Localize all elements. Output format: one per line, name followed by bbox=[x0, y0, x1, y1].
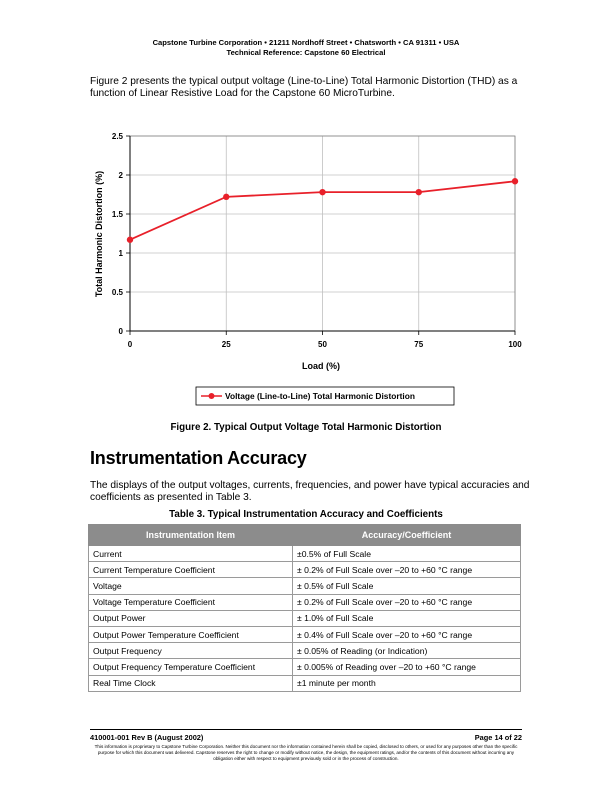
y-tick-label: 2 bbox=[118, 171, 123, 180]
row-item: Voltage Temperature Coefficient bbox=[89, 594, 293, 610]
header-company-line: Capstone Turbine Corporation • 21211 Nordhoff Street • Chatsworth • CA 91311 • USA bbox=[152, 38, 460, 47]
y-tick-label: 1.5 bbox=[111, 210, 123, 219]
header-reference-line: Technical Reference: Capstone 60 Electrical bbox=[226, 48, 386, 57]
data-point bbox=[319, 189, 325, 195]
y-tick-label: 1 bbox=[118, 249, 123, 258]
section-heading: Instrumentation Accuracy bbox=[90, 448, 307, 468]
row-accuracy: ±0.5% of Full Scale bbox=[293, 546, 521, 562]
y-axis-ticks bbox=[112, 132, 130, 336]
row-accuracy: ± 0.2% of Full Scale over –20 to +60 °C range bbox=[293, 562, 521, 578]
data-point bbox=[512, 178, 518, 184]
table-caption: Table 3. Typical Instrumentation Accuracy and Coefficients bbox=[169, 509, 443, 520]
row-accuracy: ± 1.0% of Full Scale bbox=[293, 610, 521, 626]
data-point bbox=[416, 189, 422, 195]
row-item: Output Frequency bbox=[89, 643, 293, 659]
x-axis-label: Load (%) bbox=[302, 361, 340, 371]
footer-doc-id: 410001-001 Rev B (August 2002) bbox=[90, 733, 204, 742]
x-tick-label: 75 bbox=[414, 340, 424, 349]
row-item: Output Frequency Temperature Coefficient bbox=[89, 659, 293, 675]
section-paragraph: The displays of the output voltages, currents, frequencies, and power have typical accuracies and coefficients as presented in Table 3. bbox=[90, 480, 530, 503]
data-point bbox=[223, 194, 229, 200]
accuracy-table bbox=[88, 524, 521, 692]
thd-line-chart bbox=[90, 126, 530, 411]
table-row bbox=[89, 643, 521, 659]
page-header bbox=[0, 38, 612, 58]
figure-caption: Figure 2. Typical Output Voltage Total Harmonic Distortion bbox=[170, 422, 442, 433]
row-item: Real Time Clock bbox=[89, 675, 293, 691]
data-point bbox=[127, 237, 133, 243]
table-row bbox=[89, 626, 521, 642]
x-tick-label: 50 bbox=[318, 340, 327, 349]
legend-label: Voltage (Line-to-Line) Total Harmonic Distortion bbox=[225, 391, 415, 401]
row-item: Current Temperature Coefficient bbox=[89, 562, 293, 578]
row-accuracy: ± 0.005% of Reading over –20 to +60 °C range bbox=[293, 659, 521, 675]
chart-legend bbox=[196, 387, 454, 405]
row-item: Output Power Temperature Coefficient bbox=[89, 626, 293, 642]
table-row bbox=[89, 610, 521, 626]
header-instrumentation-item: Instrumentation Item bbox=[89, 525, 293, 546]
y-tick-label: 0.5 bbox=[111, 288, 123, 297]
row-accuracy: ± 0.5% of Full Scale bbox=[293, 578, 521, 594]
y-tick-label: 2.5 bbox=[111, 132, 123, 141]
table-header-row bbox=[89, 525, 521, 546]
footer-legal-notice: This information is proprietary to Capstone Turbine Corporation. Neither this document nor the information contained herein shall be copied, disclosed to others, or used for any purposes other than the specific purpose for which this document was delivered. Capstone reserves the right to change or modify without notice, the design, the equipment ratings, and/or the contents of this document without incurring any obligation either with respect to equipment previously sold or in the process of construction. bbox=[94, 744, 518, 761]
row-accuracy: ± 0.05% of Reading (or Indication) bbox=[293, 643, 521, 659]
x-tick-label: 0 bbox=[127, 340, 133, 349]
table-row bbox=[89, 578, 521, 594]
table-row bbox=[89, 594, 521, 610]
chart-grid bbox=[130, 136, 515, 331]
table-row bbox=[89, 546, 521, 562]
table-row bbox=[89, 675, 521, 691]
row-item: Output Power bbox=[89, 610, 293, 626]
row-accuracy: ± 0.2% of Full Scale over –20 to +60 °C range bbox=[293, 594, 521, 610]
intro-paragraph: Figure 2 presents the typical output voltage (Line-to-Line) Total Harmonic Distortion (THD) as a function of Linear Resistive Load for the Capstone 60 MicroTurbine. bbox=[90, 76, 518, 99]
x-axis-ticks bbox=[128, 331, 522, 349]
table-row bbox=[89, 659, 521, 675]
header-accuracy-coefficient: Accuracy/Coefficient bbox=[293, 525, 521, 546]
row-accuracy: ± 0.4% of Full Scale over –20 to +60 °C range bbox=[293, 626, 521, 642]
table-row bbox=[89, 562, 521, 578]
footer-page-number: Page 14 of 22 bbox=[474, 733, 522, 742]
row-accuracy: ±1 minute per month bbox=[293, 675, 521, 691]
legend-marker bbox=[209, 393, 215, 399]
x-tick-label: 100 bbox=[508, 340, 522, 349]
row-item: Voltage bbox=[89, 578, 293, 594]
footer-rule bbox=[90, 729, 522, 730]
x-tick-label: 25 bbox=[221, 340, 231, 349]
y-tick-label: 0 bbox=[118, 327, 123, 336]
row-item: Current bbox=[89, 546, 293, 562]
y-axis-label: Total Harmonic Distortion (%) bbox=[94, 170, 104, 298]
